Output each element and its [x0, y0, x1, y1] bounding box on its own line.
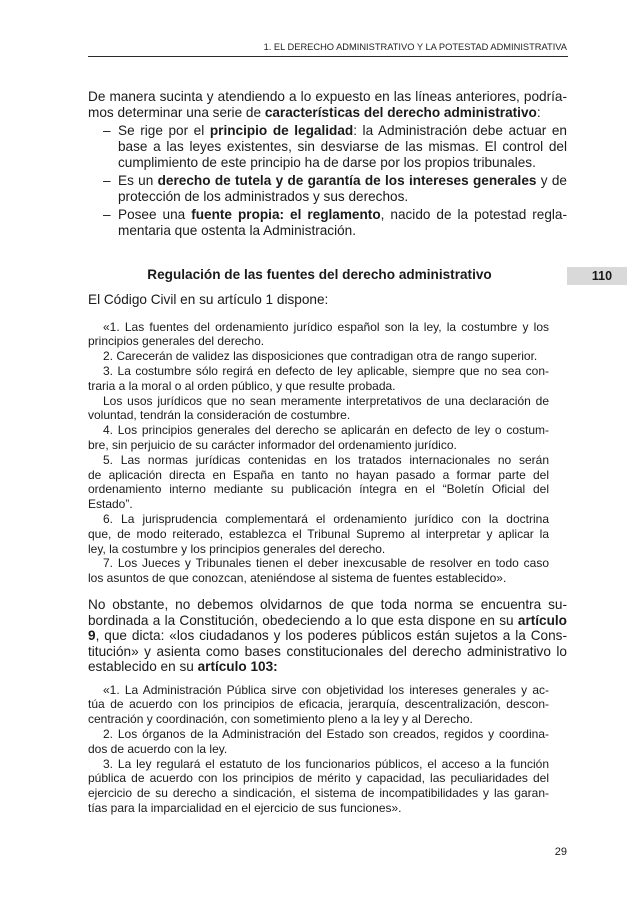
characteristic-text [118, 207, 567, 239]
civil-code-lead: El Código Civil en su artículo 1 dispone: [88, 292, 329, 307]
quote-line: pública de acuerdo con los principios de mérito y capacidad, las peculiaridades del [88, 771, 549, 786]
quote-paragraph [88, 320, 549, 350]
quote-line: túa de acuerdo con los principios de eficacia, jerarquía, descentralización, descon- [88, 697, 549, 712]
bold-term: derecho de tutela y de garantía de los intereses generales [157, 173, 537, 188]
text-line [88, 628, 567, 644]
bold-term: fuente propia: el reglamento [191, 207, 381, 222]
dash-bullet: – [103, 123, 111, 138]
quote-line: 6. La jurisprudencia complementará el ordenamiento jurídico con la doctrina [103, 511, 549, 526]
quote-line: 7. Los Jueces y Tribunales tienen el deber inexcusable de resolver en todo caso [103, 556, 549, 571]
quote-line: «1. Las fuentes del ordenamiento jurídico español son la ley, la costumbre y los [103, 319, 549, 334]
quote-line: Los usos jurídicos que no sean meramente interpretativos de una declaración de [103, 393, 549, 408]
quote-line: 5. Las normas jurídicas contenidas en los tratados internacionales no serán [103, 452, 549, 467]
intro-paragraph [88, 89, 567, 121]
quote-line: 3. La ley regulará el estatuto de los funcionarios públicos, el acceso a la función [103, 756, 549, 771]
text-line: mentaria que ostenta la Administración. [118, 223, 357, 238]
text-segment: : la Administración debe actuar en [353, 123, 567, 138]
quote-paragraph [88, 349, 549, 364]
text-line: titución» y asienta como bases constitucionales del derecho administrativo lo [88, 643, 567, 659]
characteristics-list [88, 121, 567, 239]
quote-line: dos de acuerdo con la ley. [88, 741, 228, 756]
bold-term: características del derecho administrativo [264, 105, 537, 120]
quote-paragraph [88, 423, 549, 453]
text-line [118, 173, 567, 189]
civil-code-quote [88, 320, 549, 586]
quote-paragraph [88, 556, 549, 586]
dash-bullet: – [103, 173, 111, 188]
text-segment: : [536, 105, 541, 120]
margin-number-box [567, 267, 627, 285]
text-segment: , nacido de la potestad regla- [380, 207, 567, 222]
quote-line: centración y coordinación, con sometimiento pleno a la ley y al Derecho. [88, 712, 473, 727]
text-segment: Posee una [118, 207, 192, 222]
quote-line: ley, la costumbre y los principios generales del derecho. [88, 541, 386, 556]
characteristic-text [118, 173, 567, 205]
quote-paragraph [88, 394, 549, 424]
text-segment: Se rige por el [118, 123, 210, 138]
text-line [118, 207, 567, 223]
text-line: base a las leyes existentes, sin desviarse de las mismas. El control del [118, 139, 567, 154]
quote-line: voluntad, tendrán la consideración de costumbre. [88, 408, 351, 423]
text-segment: establecido en su [88, 659, 198, 674]
text-line [88, 659, 567, 675]
characteristic-item [88, 173, 567, 205]
quote-line: «1. La Administración Pública sirve con objetividad los intereses generales y ac- [103, 682, 549, 697]
quote-line: 4. Los principios generales del derecho se aplicarán en defecto de ley o costum- [103, 423, 549, 438]
text-line [118, 123, 567, 139]
quote-paragraph [88, 727, 549, 757]
text-segment: Es un [118, 173, 158, 188]
running-header: 1. EL DERECHO ADMINISTRATIVO Y LA POTESTAD ADMINISTRATIVA [263, 42, 567, 52]
constitution-quote [88, 683, 549, 816]
quote-line: 2. Los órganos de la Administración del Estado son creados, regidos y coordina- [103, 726, 549, 741]
text-line: protección de los administrados y sus derechos. [118, 189, 409, 204]
quote-line: principios generales del derecho. [88, 334, 265, 349]
text-line: De manera sucinta y atendiendo a lo expuesto en las líneas anteriores, podría- [88, 89, 567, 104]
bold-term: artículo [517, 612, 567, 628]
margin-number: 110 [591, 269, 613, 283]
quote-line: tías para la imparcialidad en el ejercicio de sus funciones». [88, 800, 402, 815]
quote-line: ordenamiento interno mediante su publicación íntegra en el “Boletín Oficial del [88, 482, 549, 497]
quote-paragraph [88, 512, 549, 556]
text-segment: bordinada a la Constitución, obedeciendo a lo que esta dispone en su [88, 612, 518, 628]
quote-line: 2. Carecerán de validez las disposiciones que contradigan otra de rango superior. [103, 349, 538, 364]
bold-term: artículo 103: [197, 659, 278, 674]
constitution-paragraph [88, 597, 567, 675]
quote-line: traria a la moral o al orden público, y que resulte probada. [88, 378, 396, 393]
text-line [88, 613, 567, 629]
quote-paragraph [88, 757, 549, 816]
quote-line: bre, sin perjuicio de su carácter informador del ordenamiento jurídico. [88, 437, 457, 452]
bold-term: principio de legalidad [209, 123, 354, 138]
quote-paragraph [88, 453, 549, 512]
dash-bullet: – [103, 207, 111, 222]
quote-line: Estado”. [88, 497, 133, 512]
characteristic-item [88, 123, 567, 171]
characteristic-item [88, 207, 567, 239]
section-heading: Regulación de las fuentes del derecho administrativo [147, 267, 492, 282]
text-line [88, 105, 567, 121]
header-rule [88, 56, 568, 57]
quote-line: ejercicio de su derecho a sindicación, el sistema de incompatibilidades y las garan- [88, 786, 549, 801]
text-line: No obstante, no debemos olvidarnos de que toda norma se encuentra su- [88, 597, 567, 612]
page-number: 29 [554, 846, 567, 858]
text-line: cumplimiento de este principio ha de darse por los propios tribunales. [118, 155, 536, 170]
quote-paragraph [88, 364, 549, 394]
quote-line: de aplicación directa en España en tanto no hayan pasado a formar parte del [88, 467, 549, 482]
text-segment: y de [536, 173, 567, 188]
bold-term: 9 [88, 628, 96, 643]
quote-line: los asuntos de que conozcan, ateniéndose al sistema de fuentes establecido». [88, 571, 507, 586]
text-segment: mos determinar una serie de [88, 105, 265, 120]
characteristic-text [118, 123, 567, 171]
quote-line: que, de modo reiterado, establezca el Tribunal Supremo al interpretar y aplicar la [88, 526, 549, 541]
text-segment: , que dicta: «los ciudadanos y los poderes públicos están sujetos a la Cons- [95, 628, 567, 643]
quote-line: 3. La costumbre sólo regirá en defecto de ley aplicable, siempre que no sea con- [103, 363, 549, 378]
quote-paragraph [88, 683, 549, 727]
